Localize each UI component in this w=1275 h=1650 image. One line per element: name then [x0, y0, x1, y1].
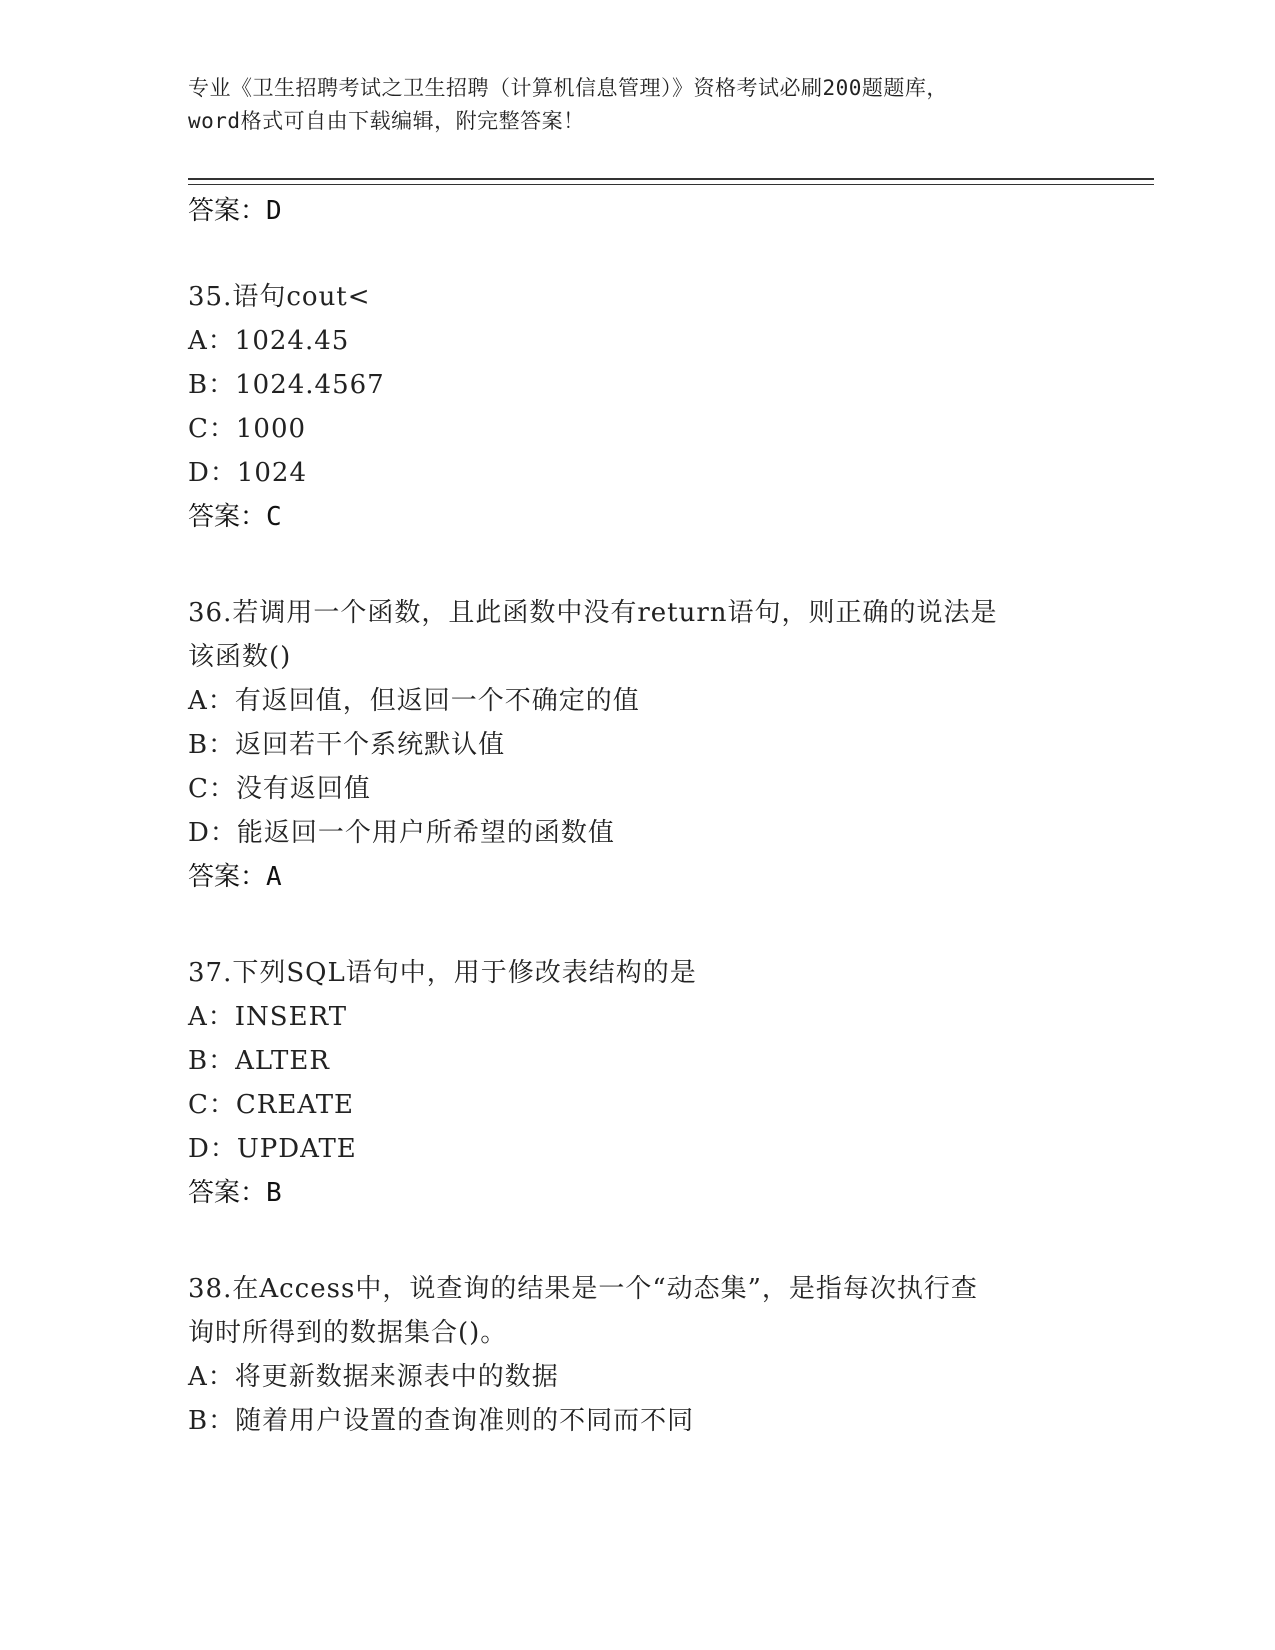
question-37-answer: 答案：B: [188, 1178, 282, 1208]
question-37-option-c: C：CREATE: [188, 1090, 355, 1120]
question-38-stem-2: 询时所得到的数据集合()。: [188, 1318, 508, 1348]
question-35-option-b: B：1024.4567: [188, 370, 385, 400]
question-38-stem-1: 38.在Access中，说查询的结果是一个“动态集”，是指每次执行查: [188, 1274, 978, 1304]
question-38-option-a: A：将更新数据来源表中的数据: [188, 1362, 559, 1392]
question-37-option-a: A：INSERT: [188, 1002, 348, 1032]
question-35-stem: 35.语句cout<: [188, 282, 371, 312]
question-37-option-d: D：UPDATE: [188, 1134, 357, 1164]
question-38-option-b: B：随着用户设置的查询准则的不同而不同: [188, 1406, 695, 1436]
question-35-option-d: D：1024: [188, 458, 308, 488]
question-37-stem: 37.下列SQL语句中，用于修改表结构的是: [188, 958, 697, 988]
question-36-stem-2: 该函数(): [188, 642, 292, 672]
question-37-option-b: B：ALTER: [188, 1046, 330, 1076]
question-36-stem-1: 36.若调用一个函数，且此函数中没有return语句，则正确的说法是: [188, 598, 998, 628]
question-36-answer: 答案：A: [188, 862, 282, 892]
question-36-option-b: B：返回若干个系统默认值: [188, 730, 506, 760]
question-35-option-a: A：1024.45: [188, 326, 350, 356]
answer-prev: 答案：D: [188, 196, 282, 226]
question-36-option-d: D：能返回一个用户所希望的函数值: [188, 818, 615, 848]
header-divider-thin: [188, 184, 1154, 185]
question-35-answer: 答案：C: [188, 502, 282, 532]
header-divider-thick: [188, 178, 1154, 180]
header-line-1: 专业《卫生招聘考试之卫生招聘（计算机信息管理）》资格考试必刷200题题库，: [188, 76, 948, 100]
question-36-option-a: A：有返回值，但返回一个不确定的值: [188, 686, 640, 716]
question-36-option-c: C：没有返回值: [188, 774, 371, 804]
question-35-option-c: C：1000: [188, 414, 307, 444]
document-header: [188, 72, 1088, 138]
header-line-2: word格式可自由下载编辑，附完整答案！: [188, 109, 585, 133]
